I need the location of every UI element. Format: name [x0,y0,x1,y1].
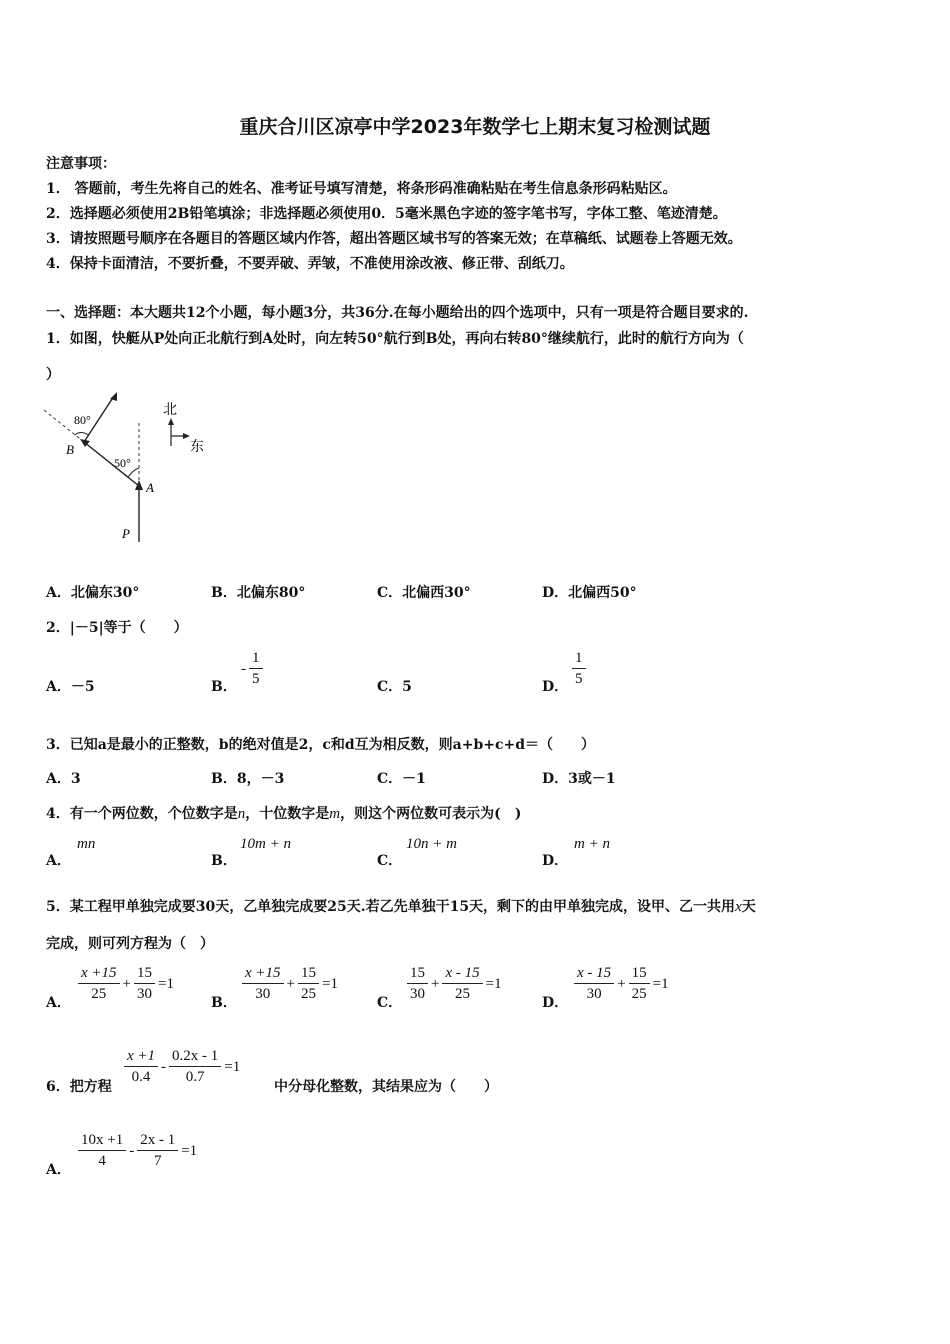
q2-option-b-letter[interactable]: B． [211,679,237,695]
fraction [242,965,284,1003]
fraction-denominator: 25 [455,986,471,1002]
fraction-numerator: 2x - 1 [137,1132,178,1151]
q3-option-c[interactable]: C．－1 [377,771,426,787]
fraction-denominator: 7 [153,1153,162,1169]
fraction [169,1048,221,1086]
q5-option-b-equation [240,965,339,1003]
q4-option-d-expr: m + n [574,836,610,852]
fraction-denominator: 30 [586,986,602,1002]
question-6-stem-part-1: 6．把方程 [46,1079,112,1095]
equation-rhs: =1 [485,975,502,992]
operator: + [122,975,131,992]
q4-option-c-expr: 10n + m [406,836,457,852]
q5-option-a-letter[interactable]: A． [46,995,71,1011]
fraction-numerator: 1 [249,650,263,669]
q1-option-b[interactable]: B．北偏东80° [211,585,306,601]
fraction-numerator: 0.2x - 1 [169,1048,221,1067]
compass-north-label: 北 [163,403,177,418]
fraction-numerator: x +15 [242,965,284,984]
fraction-numerator: 15 [407,965,428,984]
fraction-denominator: 5 [575,671,583,687]
notice-heading: 注意事项： [46,156,116,172]
question-3-stem: 3．已知a是最小的正整数，b的绝对值是2，c和d互为相反数，则a+b+c+d＝（ ） [46,737,596,753]
q3-option-d[interactable]: D．3或－1 [542,771,616,787]
fraction [629,965,650,1003]
angle-label-80: 80° [74,413,91,427]
q2-option-c-value: 5 [402,679,412,695]
q2-option-b-fraction [249,650,263,688]
fraction-denominator: 5 [252,671,260,687]
q2-option-c[interactable] [377,676,412,696]
fraction-numerator: x - 15 [574,965,614,984]
point-label-a: A [146,480,154,495]
q4-option-b-letter[interactable]: B． [211,853,237,869]
angle-label-50: 50° [114,456,131,470]
compass-east-arrow [183,433,190,439]
fraction [124,1048,158,1086]
fraction [298,965,319,1003]
compass-north-arrow [168,418,174,425]
q5-stem-part-2: 天 [741,899,756,915]
q5-option-c-letter[interactable]: C． [377,995,403,1011]
fraction-denominator: 25 [631,986,647,1002]
q5-option-a-equation [76,965,175,1003]
q5-option-d-letter[interactable]: D． [542,995,569,1011]
operator: + [617,975,626,992]
fraction-numerator: 15 [298,965,319,984]
q1-option-d[interactable]: D．北偏西50° [542,585,637,601]
compass-east-label: 东 [190,440,204,455]
q6-equation [122,1048,241,1086]
q5-stem-part-1: 5．某工程甲单独完成要30天，乙单独完成要25天.若乙先单独干15天，剩下的由甲单独完成，设甲、乙一共用 [46,899,736,915]
fraction [407,965,428,1003]
equation-rhs: =1 [224,1058,241,1075]
q2-option-b-sign: - [241,660,246,677]
fraction-denominator: 30 [410,986,425,1002]
fraction-denominator: 25 [91,986,107,1002]
fraction [134,965,155,1003]
notice-item-1: 1． 答题前，考生先将自己的姓名、准考证号填写清楚，将条形码准确粘贴在考生信息条形码粘贴区。 [46,181,677,197]
operator: + [286,975,295,992]
angle-arc-b [75,433,89,436]
q5-option-b-letter[interactable]: B． [211,995,237,1011]
fraction-numerator: 10x +1 [78,1132,126,1151]
operator: - [161,1058,167,1075]
point-label-p: P [122,526,130,541]
q4-option-a-letter[interactable]: A． [46,853,71,869]
question-5-stem-line-2: 完成，则可列方程为（ ） [46,936,214,952]
fraction-denominator: 4 [98,1153,106,1169]
q5-var-x: x [735,899,742,915]
navigation-diagram [40,392,220,552]
question-2-stem: 2．|－5|等于（ ） [46,620,188,636]
q4-stem-part-1: 4．有一个两位数，个位数字是 [46,806,238,822]
fraction [137,1132,178,1170]
fraction [78,965,120,1003]
section-heading: 一、选择题：本大题共12个小题，每小题3分，共36分.在每小题给出的四个选项中，只有一项是符合题目要求的. [46,305,749,321]
q2-option-a-value: －5 [70,679,95,695]
equation-rhs: =1 [158,975,174,992]
fraction-numerator: 15 [629,965,650,984]
question-5-stem [46,896,756,916]
q2-option-b-value [240,650,265,688]
q5-option-d-equation [572,965,670,1003]
fraction [442,965,482,1003]
operator: + [431,975,440,992]
point-label-b: B [66,442,74,457]
q4-var-n: n [237,806,246,822]
q3-option-b[interactable]: B．8，－3 [211,771,285,787]
q1-option-c[interactable]: C．北偏西30° [377,585,471,601]
q2-option-a-letter: A． [46,679,71,695]
question-4-stem [46,803,521,823]
q4-stem-part-3: ，则这个两位数可表示为( ) [340,806,522,822]
fraction-numerator: 1 [572,650,586,669]
q2-option-c-letter: C． [377,679,403,695]
equation-rhs: =1 [181,1142,198,1159]
fraction-numerator: x - 15 [442,965,482,984]
fraction-denominator: 0.4 [131,1069,151,1085]
fraction-numerator: 15 [134,965,155,984]
question-1-stem: 1．如图，快艇从P处向正北航行到A处时，向左转50°航行到B处，再向右转80°继续航行，此时的航行方向为（ [46,331,744,347]
fraction-denominator: 30 [137,986,152,1002]
q2-option-d-value [570,650,588,688]
q6-option-a-equation [76,1132,198,1170]
q4-stem-part-2: ，十位数字是 [245,806,330,822]
fraction-numerator: x +15 [78,965,120,984]
q4-option-b-expr: 10m + n [240,836,291,852]
notice-item-3: 3．请按照题号顺序在各题目的答题区域内作答，超出答题区域书写的答案无效；在草稿纸、试题卷上答题无效。 [46,231,742,247]
q2-option-a[interactable] [46,676,95,696]
notice-item-4: 4．保持卡面清洁，不要折叠，不要弄破、弄皱，不准使用涂改液、修正带、刮纸刀。 [46,256,574,272]
q4-var-m: m [329,806,341,822]
q6-option-a-letter[interactable]: A． [46,1162,71,1178]
q2-option-d-fraction [572,650,586,688]
equation-rhs: =1 [322,975,338,992]
fraction-denominator: 25 [301,986,316,1002]
page-title: 重庆合川区凉亭中学2023年数学七上期末复习检测试题 [239,116,711,138]
fraction-denominator: 0.7 [185,1069,205,1085]
q1-option-a[interactable]: A．北偏东30° [46,585,140,601]
operator: - [129,1142,135,1159]
q4-option-d-letter[interactable]: D． [542,853,569,869]
equation-rhs: =1 [652,975,669,992]
q3-option-a[interactable]: A．3 [46,771,81,787]
q2-option-d-letter[interactable]: D． [542,679,569,695]
notice-item-2: 2．选择题必须使用2B铅笔填涂；非选择题必须使用0．5毫米黑色字迹的签字笔书写，字体工整、笔迹清楚。 [46,206,727,222]
q4-option-c-letter[interactable]: C． [377,853,403,869]
fraction-denominator: 30 [255,986,271,1002]
fraction [78,1132,126,1170]
fraction [574,965,614,1003]
question-1-stem-end: ） [46,367,60,383]
q5-option-c-equation [405,965,503,1003]
q4-option-a-expr: mn [77,836,96,852]
fraction-numerator: x +1 [124,1048,158,1067]
question-6-stem-part-2: 中分母化整数，其结果应为（ ） [274,1079,498,1095]
